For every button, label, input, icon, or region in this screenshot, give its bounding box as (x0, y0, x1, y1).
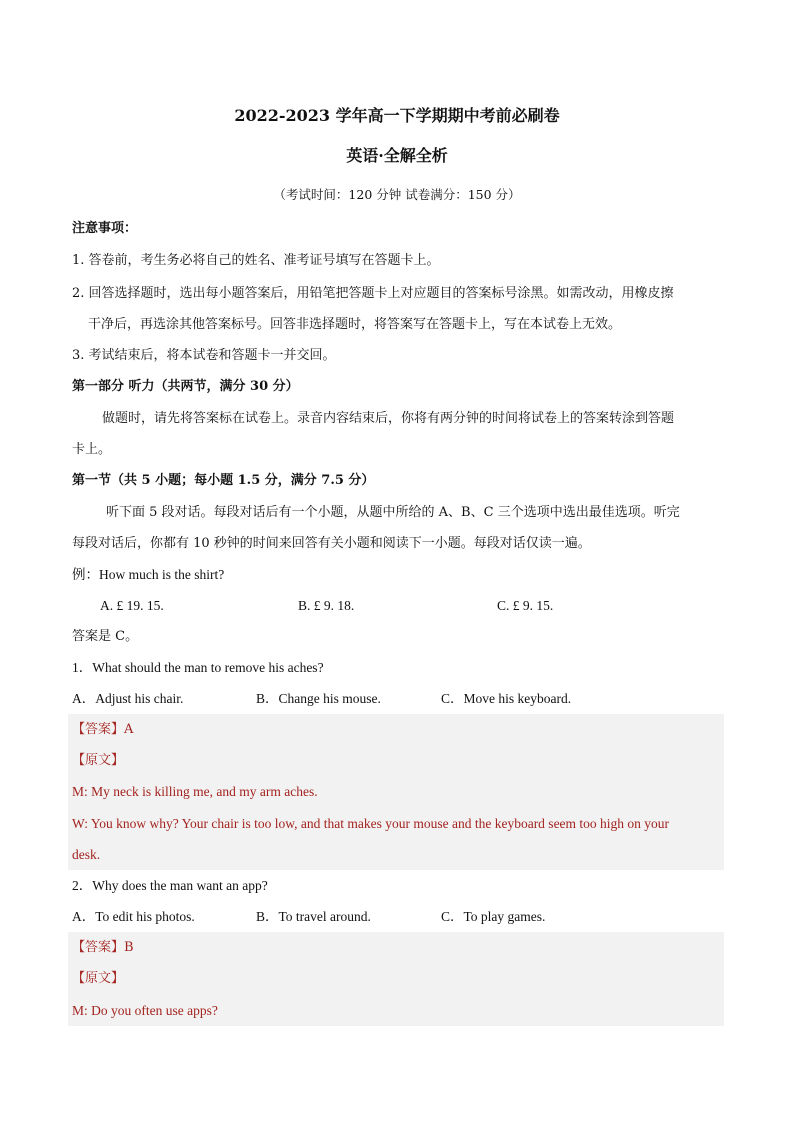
question-2-option-a: A．To edit his photos. (72, 909, 195, 924)
note-item-1: 1. 答卷前，考生务必将自己的姓名、准考证号填写在答题卡上。 (72, 253, 440, 268)
question-2-option-c: C．To play games. (441, 909, 546, 924)
question-2-transcript-label: 【原文】 (72, 971, 125, 986)
note-item-3: 3. 考试结束后，将本试卷和答题卡一并交回。 (72, 348, 336, 363)
part1-heading: 第一部分 听力（共两节，满分 30 分） (72, 379, 299, 394)
question-1-transcript-line-1: M: My neck is killing me, and my arm aches. (72, 784, 318, 799)
question-1-option-a: A．Adjust his chair. (72, 691, 184, 706)
question-1-answer: 【答案】A (72, 722, 134, 737)
question-1-option-c: C．Move his keyboard. (441, 691, 572, 706)
example-answer: 答案是 C。 (72, 629, 139, 644)
part1-intro-line1: 做题时，请先将答案标在试卷上。录音内容结束后，你将有两分钟的时间将试卷上的答案转涂到答题 (102, 411, 675, 426)
section1-instruction-line1: 听下面 5 段对话。每段对话后有一个小题，从题中所给的 A、B、C 三个选项中选出最佳选项。听完 (106, 505, 680, 520)
section1-instruction-line2: 每段对话后，你都有 10 秒钟的时间来回答有关小题和阅读下一小题。每段对话仅读一遍。 (72, 536, 591, 551)
question-1: 1．What should the man to remove his aches? (72, 660, 324, 675)
question-1-transcript-line-2: W: You know why? Your chair is too low, and that makes your mouse and the keyboard seem too high on your (72, 816, 670, 831)
question-2-option-b: B．To travel around. (256, 909, 371, 924)
example-question: 例：How much is the shirt? (72, 567, 225, 582)
notes-heading: 注意事项： (72, 221, 138, 236)
note-item-2: 2. 回答选择题时，选出每小题答案后，用铅笔把答题卡上对应题目的答案标号涂黑。如需改动，用橡皮擦 (72, 286, 674, 301)
document-title: 2022-2023 学年高一下学期期中考前必刷卷 (234, 106, 560, 125)
document-subtitle: 英语·全解全析 (346, 146, 448, 165)
question-2: 2．Why does the man want an app? (72, 878, 268, 893)
note-item-2-continued: 干净后，再选涂其他答案标号。回答非选择题时，将答案写在答题卡上，写在本试卷上无效。 (88, 317, 622, 332)
question-2-answer: 【答案】B (72, 940, 134, 955)
question-1-transcript-label: 【原文】 (72, 753, 125, 768)
example-option-b: B. £ 9. 18. (298, 598, 355, 613)
example-option-c: C. £ 9. 15. (497, 598, 554, 613)
section1-heading: 第一节（共 5 小题；每小题 1.5 分，满分 7.5 分） (72, 473, 375, 488)
example-option-a: A. £ 19. 15. (100, 598, 164, 613)
question-1-option-b: B．Change his mouse. (256, 691, 381, 706)
exam-info: （考试时间：120 分钟 试卷满分：150 分） (273, 187, 521, 202)
question-1-transcript-line-3: desk. (72, 847, 101, 862)
part1-intro-line2: 卡上。 (72, 442, 112, 457)
question-2-transcript-line-1: M: Do you often use apps? (72, 1003, 218, 1018)
